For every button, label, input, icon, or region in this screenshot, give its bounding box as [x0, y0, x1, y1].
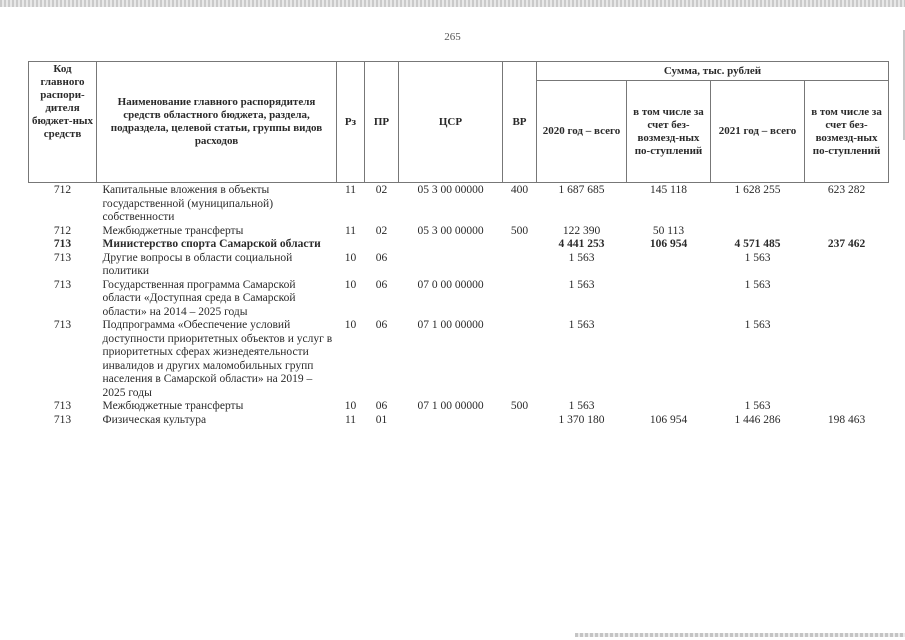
cell-name: Межбюджетные трансферты: [102, 400, 244, 412]
cell-sum-2020: 122 390: [562, 224, 601, 237]
cell-sum-2020: 4 441 253: [558, 238, 605, 250]
cell-sum-2021: 1 563: [744, 400, 771, 412]
cell-vr: [503, 319, 537, 400]
cell-vr: [503, 238, 537, 252]
cell-pr: 06: [375, 319, 388, 331]
cell-name: Межбюджетные трансферты: [102, 224, 244, 237]
cell-rz: 11: [344, 224, 357, 237]
cell-sum-2021: 1 563: [744, 251, 771, 264]
cell-rz: 10: [344, 251, 357, 264]
cell-code: 712: [53, 184, 72, 196]
cell-free-2020: 50 113: [652, 224, 685, 237]
header-sum: Сумма, тыс. рублей: [537, 62, 889, 81]
cell-free-2020: [627, 252, 711, 279]
header-vr: ВР: [503, 62, 537, 183]
cell-vr: [503, 414, 537, 428]
cell-free-2021: 623 282: [827, 184, 866, 196]
header-rz: Рз: [337, 62, 365, 183]
cell-name: Государственная программа Самарской области «Доступная среда в Самарской области» на 2014 – 2025 годы: [102, 278, 296, 318]
table-row: [29, 252, 889, 279]
table-body: [29, 183, 889, 428]
cell-free-2021: [805, 319, 889, 400]
cell-pr: 01: [375, 413, 388, 426]
cell-pr: 06: [375, 400, 388, 412]
cell-free-2021: [805, 400, 889, 414]
cell-csr: 07 0 00 00000: [417, 278, 484, 291]
table-row: [29, 238, 889, 252]
cell-name: Министерство спорта Самарской области: [102, 238, 321, 250]
cell-sum-2021: 1 563: [744, 319, 771, 331]
table-row: [29, 225, 889, 239]
cell-sum-2020: 1 563: [568, 319, 595, 331]
page-number: 265: [444, 31, 461, 43]
cell-free-2021: [805, 252, 889, 279]
cell-sum-2021: 4 571 485: [734, 238, 781, 250]
cell-free-2020: [627, 400, 711, 414]
cell-rz: [337, 238, 365, 252]
table-row: [29, 414, 889, 428]
cell-pr: 06: [375, 278, 388, 291]
table-header: [29, 62, 889, 183]
cell-code: 712: [53, 224, 72, 237]
header-sum-2020: 2020 год – всего: [537, 81, 627, 183]
cell-code: 713: [53, 251, 72, 264]
cell-csr: [399, 252, 503, 279]
cell-vr: 400: [510, 184, 529, 196]
cell-free-2021: 198 463: [827, 413, 866, 426]
cell-csr: [399, 414, 503, 428]
cell-code: 713: [53, 238, 72, 250]
header-free-2020: в том числе за счет без-возмезд-ных по-ступлений: [627, 81, 711, 183]
cell-sum-2020: 1 687 685: [558, 184, 605, 196]
cell-sum-2020: 1 563: [568, 251, 595, 264]
table-row: [29, 319, 889, 400]
cell-code: 713: [53, 413, 72, 426]
cell-csr: [399, 238, 503, 252]
cell-pr: 02: [375, 184, 388, 196]
cell-pr: [365, 238, 399, 252]
cell-name: Физическая культура: [102, 413, 207, 426]
cell-vr: 500: [510, 400, 529, 412]
cell-free-2020: [627, 319, 711, 400]
header-code: Код главного распори-дителя бюджет-ных средств: [29, 62, 97, 183]
cell-rz: 11: [344, 184, 357, 196]
scan-edge-top: [0, 0, 905, 7]
header-free-2021: в том числе за счет без-возмезд-ных по-ступлений: [805, 81, 889, 183]
cell-vr: 500: [510, 224, 529, 237]
scan-edge-bottom: [575, 633, 905, 637]
cell-free-2020: 106 954: [649, 413, 688, 426]
table-row: [29, 183, 889, 225]
cell-csr: 05 3 00 00000: [417, 224, 484, 237]
header-sum-2021: 2021 год – всего: [711, 81, 805, 183]
cell-sum-2020: 1 563: [568, 278, 595, 291]
header-pr: ПР: [365, 62, 399, 183]
cell-csr: 07 1 00 00000: [417, 400, 484, 412]
header-csr: ЦСР: [399, 62, 503, 183]
cell-rz: 10: [344, 278, 357, 291]
cell-sum-2021: 1 446 286: [734, 413, 781, 426]
cell-sum-2021: 1 628 255: [734, 184, 781, 196]
cell-csr: 07 1 00 00000: [417, 319, 484, 331]
cell-code: 713: [53, 319, 72, 331]
budget-table: [28, 61, 889, 427]
cell-free-2020: 145 118: [650, 184, 687, 196]
cell-sum-2020: 1 563: [568, 400, 595, 412]
cell-vr: [503, 279, 537, 320]
cell-free-2020: [627, 279, 711, 320]
cell-code: 713: [53, 400, 72, 412]
cell-sum-2020: 1 370 180: [558, 413, 605, 426]
cell-vr: [503, 252, 537, 279]
header-name: Наименование главного распорядителя средств областного бюджета, раздела, подраздела, целевой статьи, группы видов расходов: [97, 62, 337, 183]
cell-free-2021: [805, 225, 889, 239]
cell-name: Подпрограмма «Обеспечение условий доступности приоритетных объектов и услуг в приоритетных сферах жизнедеятельности инвалидов и других маломобильных групп населения в Самарской области» на 2019 – 2025 годы: [102, 319, 333, 399]
cell-sum-2021: 1 563: [744, 278, 771, 291]
cell-rz: 10: [344, 319, 357, 331]
cell-free-2021: [805, 279, 889, 320]
cell-code: 713: [53, 278, 72, 291]
cell-free-2021: 237 462: [827, 238, 866, 250]
cell-sum-2021: [711, 225, 805, 239]
cell-csr: 05 3 00 00000: [417, 184, 484, 196]
cell-rz: 11: [344, 413, 357, 426]
cell-free-2020: 106 954: [649, 238, 688, 250]
cell-rz: 10: [344, 400, 357, 412]
table-row: [29, 279, 889, 320]
cell-pr: 02: [375, 224, 388, 237]
cell-pr: 06: [375, 251, 388, 264]
cell-name: Капитальные вложения в объекты государственной (муниципальной) собственности: [102, 184, 274, 223]
cell-name: Другие вопросы в области социальной политики: [102, 251, 293, 277]
table-row: [29, 400, 889, 414]
